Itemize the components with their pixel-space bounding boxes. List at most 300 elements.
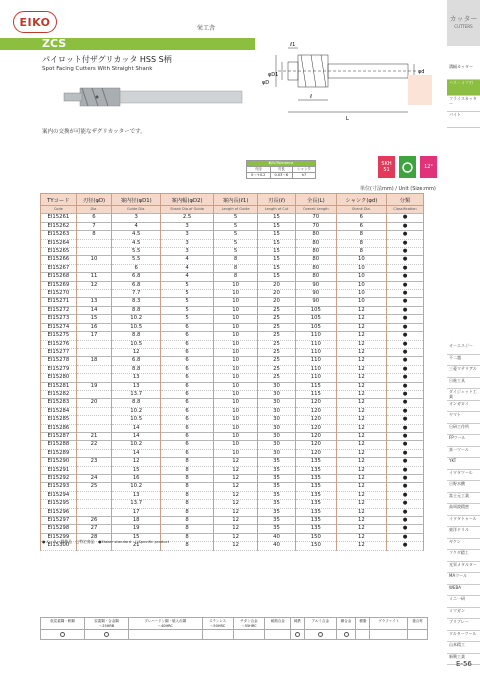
table-cell: ●	[387, 290, 424, 298]
table-cell: 135	[295, 491, 336, 499]
table-cell: 10	[213, 323, 257, 331]
table-cell: 12	[112, 348, 161, 356]
table-cell: 8	[161, 491, 214, 499]
table-cell: 12	[213, 458, 257, 466]
table-cell: ●	[387, 357, 424, 365]
table-cell: 11	[76, 273, 112, 281]
sidebar-brand-tab[interactable]: FPツール	[447, 435, 480, 447]
table-cell: 6	[161, 407, 214, 415]
table-cell: 8.8	[112, 365, 161, 373]
table-cell: EI15281	[41, 382, 77, 390]
table-cell: EI15299	[41, 533, 77, 541]
table-cell	[76, 239, 112, 247]
table-cell: 80	[295, 256, 336, 264]
table-cell: 105	[295, 315, 336, 323]
table-cell	[76, 407, 112, 415]
sidebar-brand-tab[interactable]: ブリブレー	[447, 619, 480, 631]
material-header: 複合材	[408, 618, 428, 630]
table-cell: ●	[387, 365, 424, 373]
table-cell: ●	[387, 466, 424, 474]
table-cell: ●	[387, 340, 424, 348]
table-cell: ●	[387, 273, 424, 281]
table-cell: ●	[387, 432, 424, 440]
table-cell: 8	[161, 458, 214, 466]
table-cell: ●	[387, 222, 424, 230]
table-cell: EI15291	[41, 466, 77, 474]
table-cell: ●	[387, 491, 424, 499]
table-cell: EI15284	[41, 407, 77, 415]
legend: ●メーカー標準品 □特定商品 ●Maker standard □Specific product	[42, 539, 170, 544]
sidebar-brand-tab[interactable]: オンガロイ	[447, 401, 480, 413]
material-badge-skh51: SKH 51	[378, 156, 395, 178]
table-cell: 110	[295, 357, 336, 365]
table-cell: 6.8	[112, 281, 161, 289]
table-cell: 120	[295, 449, 336, 457]
table-cell: 12	[336, 340, 386, 348]
table-cell: 12	[213, 466, 257, 474]
table-cell: 12	[336, 441, 386, 449]
column-header: 全長(L)	[295, 194, 336, 206]
table-cell: EI15271	[41, 298, 77, 306]
table-cell: 8	[76, 231, 112, 239]
table-cell: 30	[258, 390, 296, 398]
table-cell: ●	[387, 281, 424, 289]
table-cell: 25	[258, 374, 296, 382]
table-cell: 12	[213, 475, 257, 483]
table-cell: 35	[258, 508, 296, 516]
table-cell: 10.2	[112, 407, 161, 415]
table-cell: 12	[336, 407, 386, 415]
tolerance-box: Ⅲ/Ⅳ/Tolerance 刃径 刃長 シャンク 0～+0.2 0.03～6 h7	[246, 160, 316, 179]
table-cell: EI15277	[41, 348, 77, 356]
table-row	[41, 281, 424, 289]
table-row	[41, 214, 424, 222]
table-cell: 8	[161, 525, 214, 533]
tolerance-header: Ⅲ/Ⅳ/Tolerance	[247, 161, 316, 167]
table-cell: ●	[387, 533, 424, 541]
table-cell: EI15275	[41, 332, 77, 340]
sidebar-brand-tab[interactable]: フクダ精工	[447, 550, 480, 562]
table-cell: 30	[258, 432, 296, 440]
suitable-circle-icon	[318, 632, 323, 637]
sidebar-brand-tab[interactable]: 高周波精密	[447, 504, 480, 516]
material-header: 炭素鋼・合金鋼 ～25HRB	[84, 618, 128, 630]
table-cell: 12	[336, 424, 386, 432]
material-suitability	[304, 630, 336, 640]
table-row	[41, 517, 424, 525]
table-cell: 15	[76, 315, 112, 323]
table-cell: 6	[161, 441, 214, 449]
table-cell: EI15272	[41, 306, 77, 314]
table-cell: 3	[161, 248, 214, 256]
table-cell: EI15290	[41, 458, 77, 466]
category-tab-cutters[interactable]: カッター CUTTERS	[447, 0, 480, 46]
table-cell: 115	[295, 382, 336, 390]
table-cell: 120	[295, 424, 336, 432]
table-cell: 12	[336, 466, 386, 474]
table-cell: 110	[295, 348, 336, 356]
sidebar-brand-tab[interactable]: イワタトゥール	[447, 516, 480, 528]
table-cell: 8	[161, 542, 214, 550]
table-row	[41, 407, 424, 415]
suitable-circle-icon	[295, 632, 300, 637]
sidebar-brand-tab[interactable]: WEBA	[447, 585, 480, 597]
table-cell: 30	[258, 382, 296, 390]
sidebar-brand-tab[interactable]: ダイジェット工業	[447, 389, 480, 401]
sidebar-brand-tab[interactable]: 富士元工業	[447, 493, 480, 505]
table-cell: 15	[258, 239, 296, 247]
table-cell: 12	[336, 475, 386, 483]
sidebar-brand-tab[interactable]: 不二越	[447, 355, 480, 367]
sidebar-brand-tab[interactable]: ミツガン	[447, 608, 480, 620]
table-cell: 10	[213, 315, 257, 323]
table-cell: 17	[76, 332, 112, 340]
table-cell: ●	[387, 500, 424, 508]
table-row	[41, 231, 424, 239]
table-cell: ●	[387, 390, 424, 398]
sidebar-brand-tab[interactable]: 山本精工	[447, 642, 480, 654]
material-header: アルミ合金	[304, 618, 336, 630]
table-cell: ●	[387, 256, 424, 264]
column-subheader: Guide Dia.	[112, 206, 161, 214]
table-cell: 8.8	[112, 332, 161, 340]
table-cell	[76, 491, 112, 499]
table-cell: ●	[387, 483, 424, 491]
table-cell: 12	[336, 348, 386, 356]
table-cell: 12	[112, 458, 161, 466]
table-cell: 12	[336, 542, 386, 550]
material-header: 樹脂	[356, 618, 370, 630]
table-cell: 135	[295, 483, 336, 491]
table-cell: 19	[76, 382, 112, 390]
table-cell: 10.5	[112, 416, 161, 424]
table-cell	[76, 264, 112, 272]
table-cell: EI15294	[41, 491, 77, 499]
table-cell: 5.5	[112, 256, 161, 264]
table-cell: 6	[112, 264, 161, 272]
table-cell: 6	[161, 399, 214, 407]
sidebar-brand-tab[interactable]: YKT	[447, 458, 480, 470]
table-cell: 8	[161, 500, 214, 508]
table-cell: 13.7	[112, 390, 161, 398]
table-cell: 3	[161, 231, 214, 239]
table-cell: 23	[76, 458, 112, 466]
table-cell: 25	[258, 340, 296, 348]
table-cell: 4.5	[112, 231, 161, 239]
table-cell: 10	[336, 256, 386, 264]
angle-badge: 12°	[420, 156, 437, 178]
table-cell: 25	[76, 483, 112, 491]
table-cell: 15	[258, 248, 296, 256]
table-cell: 24	[76, 475, 112, 483]
table-cell: ●	[387, 315, 424, 323]
dim-l: ℓ	[310, 94, 313, 100]
table-row	[41, 248, 424, 256]
sidebar-tab[interactable]: 溝幅カッター	[447, 64, 480, 80]
table-cell: 20	[258, 290, 296, 298]
table-cell: 17	[112, 508, 161, 516]
material-header: 低炭素鋼・軟鋼	[41, 618, 85, 630]
material-suitability	[128, 630, 202, 640]
table-cell: ●	[387, 399, 424, 407]
table-row	[41, 475, 424, 483]
sidebar-brand-tab[interactable]: 東洋ドリル	[447, 527, 480, 539]
table-cell: 12	[336, 432, 386, 440]
material-suitability	[370, 630, 408, 640]
table-cell: ●	[387, 306, 424, 314]
table-cell: 5	[213, 248, 257, 256]
table-cell: 12	[336, 357, 386, 365]
table-row	[41, 332, 424, 340]
table-cell: 10	[213, 407, 257, 415]
sidebar-brand-tab[interactable]: 真一ツール	[447, 447, 480, 459]
table-cell: 8	[336, 248, 386, 256]
table-cell: EI15295	[41, 500, 77, 508]
table-cell: 12	[213, 517, 257, 525]
sidebar-brand-tab[interactable]: 日野水酸	[447, 481, 480, 493]
table-cell: 3	[112, 214, 161, 222]
table-cell: 135	[295, 466, 336, 474]
table-cell: 6	[161, 424, 214, 432]
table-cell: 12	[336, 315, 386, 323]
table-cell: ●	[387, 542, 424, 550]
table-cell: 10	[213, 390, 257, 398]
table-cell: 10	[213, 399, 257, 407]
table-cell: 8	[161, 475, 214, 483]
table-cell: 25	[258, 365, 296, 373]
table-row	[41, 508, 424, 516]
material-suitability	[233, 630, 265, 640]
table-cell: EI15264	[41, 239, 77, 247]
table-cell: 6	[161, 374, 214, 382]
table-cell: 18	[76, 357, 112, 365]
sidebar-tab[interactable]: バイト	[447, 112, 480, 128]
sidebar-brand-tab[interactable]: 日進工具	[447, 378, 480, 390]
table-cell	[76, 248, 112, 256]
table-cell: 10	[213, 290, 257, 298]
table-cell: 110	[295, 332, 336, 340]
sidebar-tab[interactable]: ハス・ミツ刃	[447, 80, 480, 96]
table-cell: 12	[336, 483, 386, 491]
table-cell: 5	[161, 315, 214, 323]
table-cell: 40	[258, 542, 296, 550]
table-cell: 7.7	[112, 290, 161, 298]
material-header: チタン合金 ～55HRC	[233, 618, 265, 630]
table-cell: ●	[387, 231, 424, 239]
table-cell: 12	[336, 525, 386, 533]
table-cell: 120	[295, 441, 336, 449]
table-cell: 20	[76, 399, 112, 407]
table-cell: 22	[76, 441, 112, 449]
table-cell: 6	[161, 390, 214, 398]
table-row	[41, 458, 424, 466]
table-cell: 8	[161, 483, 214, 491]
table-cell: 4	[161, 273, 214, 281]
table-cell: ●	[387, 407, 424, 415]
table-cell: 16	[76, 323, 112, 331]
product-code: ZCS	[0, 38, 255, 50]
table-cell: 10	[213, 365, 257, 373]
column-header: 案内径(φD1)	[112, 194, 161, 206]
dim-D: φD	[262, 80, 270, 86]
material-header: グラファイト	[370, 618, 408, 630]
table-cell: 7	[76, 222, 112, 230]
table-cell: 6	[161, 365, 214, 373]
table-cell: 10	[76, 256, 112, 264]
table-cell: 6.8	[112, 357, 161, 365]
table-cell: 6	[161, 332, 214, 340]
table-cell	[76, 466, 112, 474]
table-cell: 20	[258, 281, 296, 289]
sidebar-brand-tab[interactable]: 三菱マテリアル	[447, 366, 480, 378]
sidebar-brand-tab[interactable]: ギケン	[447, 539, 480, 551]
sidebar-brand-tab[interactable]: ワルターツール	[447, 631, 480, 643]
table-cell: 150	[295, 542, 336, 550]
dim-D1: φD1	[268, 72, 279, 78]
table-cell: 12	[336, 491, 386, 499]
table-cell	[76, 374, 112, 382]
table-cell: EI15300	[41, 542, 77, 550]
table-cell: 15	[258, 214, 296, 222]
table-cell: EI15288	[41, 441, 77, 449]
table-cell: 4	[112, 222, 161, 230]
table-cell: ●	[387, 449, 424, 457]
table-row	[41, 323, 424, 331]
table-cell: 10	[336, 273, 386, 281]
table-cell: 35	[258, 525, 296, 533]
table-cell: EI15280	[41, 374, 77, 382]
table-cell: 135	[295, 500, 336, 508]
sidebar-brand-tab[interactable]: ヤマト	[447, 412, 480, 424]
table-cell: 15	[112, 466, 161, 474]
table-row	[41, 382, 424, 390]
table-cell: EI15296	[41, 508, 77, 516]
sidebar-brand-tab[interactable]: 新興工業	[447, 654, 480, 666]
column-header: TYコード	[41, 194, 77, 206]
cutter-photo	[62, 84, 247, 110]
table-row	[41, 315, 424, 323]
table-cell: 15	[258, 256, 296, 264]
table-cell: 15	[112, 533, 161, 541]
material-suitability	[84, 630, 128, 640]
table-cell: 135	[295, 458, 336, 466]
table-cell: 10	[213, 449, 257, 457]
table-cell: 25	[258, 306, 296, 314]
table-row	[41, 416, 424, 424]
table-row	[41, 525, 424, 533]
column-header: シャンク(φd)	[336, 194, 386, 206]
table-cell: ●	[387, 382, 424, 390]
table-cell: 8	[336, 231, 386, 239]
table-cell: 12	[76, 281, 112, 289]
table-cell: 14	[112, 449, 161, 457]
table-cell: 6	[76, 214, 112, 222]
material-suitability	[291, 630, 305, 640]
table-cell: 13.7	[112, 500, 161, 508]
maker-name: 栄工舎	[197, 25, 216, 32]
table-row	[41, 374, 424, 382]
table-cell: ●	[387, 416, 424, 424]
table-cell: 10	[213, 374, 257, 382]
table-cell: 8	[161, 466, 214, 474]
table-cell: 3	[161, 222, 214, 230]
material-suitability	[408, 630, 428, 640]
table-cell: EI15279	[41, 365, 77, 373]
table-cell: 8	[161, 533, 214, 541]
sidebar-brand-tab[interactable]: オーエスジー	[447, 343, 480, 355]
table-cell: 4.5	[112, 239, 161, 247]
material-table	[40, 617, 428, 640]
material-suitability	[356, 630, 370, 640]
table-cell: 10	[213, 281, 257, 289]
table-cell: 120	[295, 407, 336, 415]
material-suitability	[336, 630, 356, 640]
table-cell: 12	[336, 500, 386, 508]
table-cell: 5.5	[112, 248, 161, 256]
table-cell: EI15273	[41, 315, 77, 323]
table-cell: 5	[161, 306, 214, 314]
table-cell: 12	[336, 365, 386, 373]
sidebar-brand-tab[interactable]: ミニ一研	[447, 596, 480, 608]
table-row	[41, 298, 424, 306]
table-cell: 30	[258, 407, 296, 415]
table-cell: 12	[336, 533, 386, 541]
table-cell: 14	[112, 432, 161, 440]
table-cell: 12	[213, 525, 257, 533]
suitable-circle-icon	[344, 632, 349, 637]
table-cell: 35	[258, 500, 296, 508]
table-cell: 12	[336, 517, 386, 525]
table-cell: 12	[336, 508, 386, 516]
table-cell: 5	[213, 231, 257, 239]
table-cell: 12	[336, 458, 386, 466]
table-cell: 6	[161, 340, 214, 348]
table-cell: 80	[295, 239, 336, 247]
table-row	[41, 500, 424, 508]
table-cell: 110	[295, 340, 336, 348]
column-header: 案内幅(φD2)	[161, 194, 214, 206]
table-cell: 18	[112, 517, 161, 525]
table-cell	[76, 424, 112, 432]
table-cell: 10	[213, 424, 257, 432]
table-cell: EI15261	[41, 214, 77, 222]
column-header: 刃径(φD)	[76, 194, 112, 206]
sidebar-brand-tab[interactable]: イワタツール	[447, 470, 480, 482]
sidebar-brand-tab[interactable]: 光栄メタルター	[447, 562, 480, 574]
table-cell: 120	[295, 416, 336, 424]
table-cell: 8	[213, 264, 257, 272]
table-cell: 12	[213, 533, 257, 541]
table-cell: 21	[112, 542, 161, 550]
table-cell: 12	[336, 323, 386, 331]
table-cell: 150	[295, 533, 336, 541]
table-cell: ●	[387, 332, 424, 340]
table-cell: ●	[387, 424, 424, 432]
sidebar-brand-tab[interactable]: 日研工作所	[447, 424, 480, 436]
sidebar-brand-tab[interactable]: MAツール	[447, 573, 480, 585]
table-row	[41, 449, 424, 457]
table-cell: 110	[295, 365, 336, 373]
table-row	[41, 348, 424, 356]
table-cell: 12	[336, 306, 386, 314]
table-row	[41, 390, 424, 398]
sidebar-tab[interactable]: フライスカッター	[447, 96, 480, 112]
table-cell: 6	[161, 357, 214, 365]
table-cell: 12	[213, 483, 257, 491]
table-cell: 80	[295, 264, 336, 272]
material-header: 耐熱合金	[265, 618, 291, 630]
table-cell: 10.2	[112, 315, 161, 323]
